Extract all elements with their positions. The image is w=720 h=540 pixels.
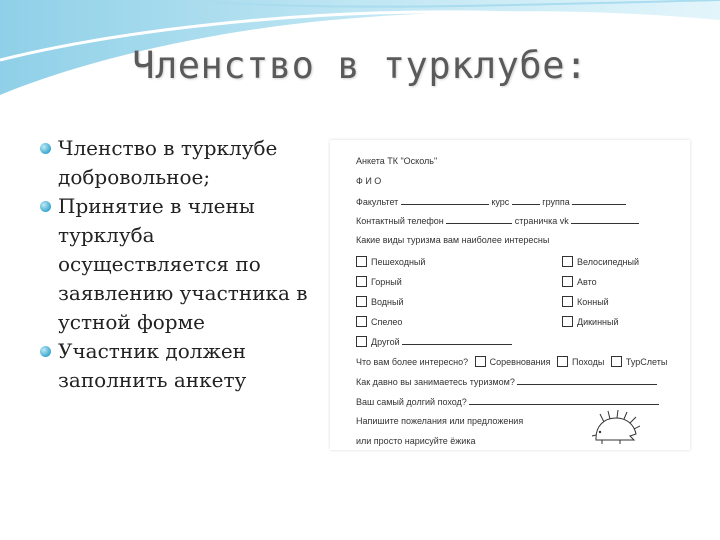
checkbox-icon <box>562 316 573 327</box>
form-blank-line <box>572 196 626 205</box>
form-type-label: Горный <box>371 277 402 287</box>
form-type-label: Дикинный <box>577 317 619 327</box>
form-type-label: Авто <box>577 277 597 287</box>
form-course-label: курс <box>491 197 510 207</box>
form-draw-label: или просто нарисуйте ёжика <box>356 436 476 446</box>
form-vk-label: страничка vk <box>514 216 569 226</box>
form-phone-label: Контактный телефон <box>356 216 444 226</box>
form-blank-line <box>469 396 659 405</box>
bullet-icon <box>40 143 51 154</box>
form-blank-line <box>401 196 489 205</box>
form-type-option <box>356 336 512 347</box>
form-wish-label: Напишите пожелания или предложения <box>356 416 524 426</box>
form-fio-label: Ф И О <box>356 176 382 186</box>
form-type-option <box>356 276 402 287</box>
form-type-option <box>356 256 425 267</box>
form-type-option <box>562 276 597 287</box>
checkbox-icon <box>557 356 568 367</box>
bullet-item <box>40 192 330 337</box>
slide-title: Членство в турклубе: <box>132 44 588 87</box>
form-blank-line <box>446 215 512 224</box>
form-type-label: Конный <box>577 297 609 307</box>
form-difficult-label: Ваш самый долгий поход? <box>356 397 467 407</box>
form-type-option <box>356 316 402 327</box>
form-blank-line <box>571 215 639 224</box>
checkbox-icon <box>356 316 367 327</box>
checkbox-icon <box>562 276 573 287</box>
form-interest-label: Походы <box>572 357 605 367</box>
form-group-label: группа <box>542 197 570 207</box>
checkbox-icon <box>356 256 367 267</box>
hedgehog-icon <box>590 410 640 446</box>
bullet-text: Участник должен заполнить анкету <box>58 339 247 392</box>
form-faculty-row <box>356 196 626 207</box>
form-type-option <box>562 316 619 327</box>
bullet-icon <box>40 201 51 212</box>
form-type-label: Водный <box>371 297 404 307</box>
form-phone-row <box>356 215 639 226</box>
form-difficult-row <box>356 396 659 407</box>
checkbox-icon <box>562 296 573 307</box>
form-blank-line <box>517 376 657 385</box>
form-howlong-label: Как давно вы занимаетесь туризмом? <box>356 377 515 387</box>
form-type-label: Пешеходный <box>371 257 426 267</box>
form-type-option <box>562 296 609 307</box>
form-type-label: Спелео <box>371 317 403 327</box>
checkbox-icon <box>475 356 486 367</box>
form-type-option <box>356 296 404 307</box>
bullet-list <box>40 134 330 395</box>
form-interests-label: Что вам более интересно? <box>356 357 469 367</box>
bullet-text: Принятие в члены турклуба осуществляется по заявлению участника в устной форме <box>58 194 308 334</box>
form-interest-label: Соревнования <box>489 357 551 367</box>
bullet-text: Членство в турклубе добровольное; <box>58 136 278 189</box>
bullet-item <box>40 134 330 192</box>
form-type-label: Велосипедный <box>577 257 639 267</box>
questionnaire-image <box>330 140 690 450</box>
form-howlong-row <box>356 376 657 387</box>
form-types-question: Какие виды туризма вам наиболее интересны <box>356 235 550 245</box>
form-blank-line <box>512 196 540 205</box>
checkbox-icon <box>356 276 367 287</box>
bullet-icon <box>40 346 51 357</box>
form-type-option <box>562 256 639 267</box>
form-header: Анкета ТК "Осколь" <box>356 156 438 166</box>
checkbox-icon <box>562 256 573 267</box>
checkbox-icon <box>356 336 367 347</box>
form-faculty-label: Факультет <box>356 197 399 207</box>
checkbox-icon <box>356 296 367 307</box>
form-blank-line <box>402 336 512 345</box>
bullet-item <box>40 337 330 395</box>
form-interest-label: ТурСлеты <box>625 357 668 367</box>
checkbox-icon <box>611 356 622 367</box>
form-type-label: Другой <box>371 337 400 347</box>
form-interests-row <box>356 356 667 367</box>
